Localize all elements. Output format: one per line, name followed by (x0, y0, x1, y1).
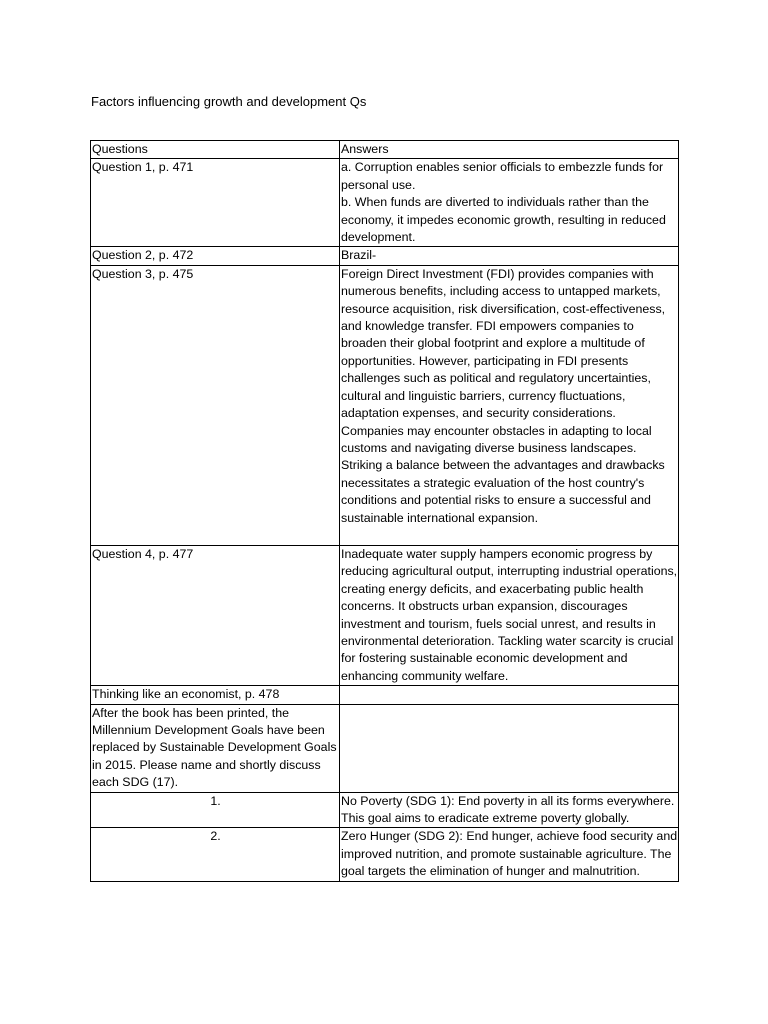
question-cell: Thinking like an economist, p. 478 (91, 686, 340, 704)
table-row (91, 686, 679, 704)
sdg-number-cell: 1. (91, 792, 340, 828)
answer-cell: Foreign Direct Investment (FDI) provides companies with numerous benefits, including access to untapped markets, resource acquisition, risk diversification, cost-effectiveness, and knowledge transfer. FDI empowers companies to broaden their global footprint and explore a multitude of opportunities. However, participating in FDI presents challenges such as political and regulatory uncertainties, cultural and linguistic barriers, currency fluctuations, adaptation expenses, and security considerations. Companies may encounter obstacles in adapting to local customs and navigating diverse business landscapes. Striking a balance between the advantages and drawbacks necessitates a strategic evaluation of the host country's conditions and potential risks to ensure a successful and sustainable international expansion. (340, 265, 679, 545)
question-cell: Question 4, p. 477 (91, 545, 340, 685)
question-cell: After the book has been printed, the Millennium Development Goals have been replaced by Sustainable Development Goals in 2015. Please name and shortly discuss each SDG (17). (91, 704, 340, 792)
answer-cell (340, 686, 679, 704)
answer-cell: Brazil- (340, 247, 679, 265)
answer-cell: Inadequate water supply hampers economic progress by reducing agricultural output, interrupting industrial operations, creating energy deficits, and exacerbating public health concerns. It obstructs urban expansion, discourages investment and tourism, fuels social unrest, and results in environmental deterioration. Tackling water scarcity is crucial for fostering sustainable economic development and enhancing community welfare. (340, 545, 679, 685)
sdg-number-cell: 2. (91, 828, 340, 881)
header-questions: Questions (91, 141, 340, 159)
question-cell: Question 3, p. 475 (91, 265, 340, 545)
document-title: Factors influencing growth and development Qs (91, 94, 367, 109)
answer-cell: Zero Hunger (SDG 2): End hunger, achieve food security and improved nutrition, and promote sustainable agriculture. The goal targets the elimination of hunger and malnutrition. (340, 828, 679, 881)
answer-line-a: a. Corruption enables senior officials to embezzle funds for personal use. (341, 160, 664, 192)
header-answers: Answers (340, 141, 679, 159)
question-cell: Question 1, p. 471 (91, 159, 340, 247)
table-row (91, 265, 679, 545)
table-row (91, 704, 679, 792)
table-row (91, 792, 679, 828)
table-row (91, 247, 679, 265)
table-row (91, 159, 679, 247)
questions-answers-table (90, 140, 679, 882)
answer-cell (340, 159, 679, 247)
question-cell: Question 2, p. 472 (91, 247, 340, 265)
answer-line-b: b. When funds are diverted to individuals rather than the economy, it impedes economic growth, resulting in reduced development. (341, 195, 666, 245)
table-row (91, 545, 679, 685)
table-row (91, 828, 679, 881)
answer-cell (340, 704, 679, 792)
table-header-row (91, 141, 679, 159)
answer-cell: No Poverty (SDG 1): End poverty in all its forms everywhere. This goal aims to eradicate extreme poverty globally. (340, 792, 679, 828)
